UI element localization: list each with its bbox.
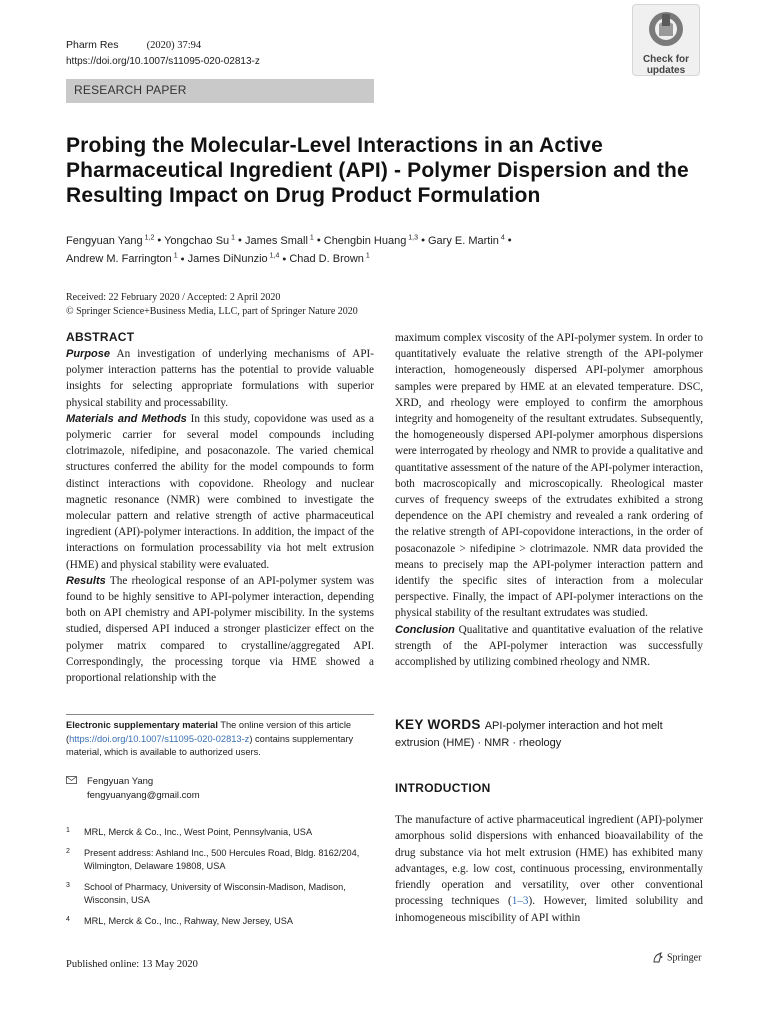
affiliation-text: MRL, Merck & Co., Inc., Rahway, New Jersey, USA	[84, 915, 293, 926]
author-affiliation-number: 1	[171, 252, 178, 260]
keywords-label: KEY WORDS	[395, 717, 481, 732]
abstract-heading: ABSTRACT	[66, 330, 135, 344]
purpose-label: Purpose	[66, 348, 111, 360]
affiliation-number: 4	[66, 915, 70, 923]
abstract-conclusion	[395, 622, 703, 671]
author-separator: •	[313, 234, 324, 247]
check-for-updates-icon	[647, 10, 685, 48]
author-affiliation-number: 1,4	[267, 252, 280, 260]
author-name: Yongchao Su	[164, 234, 230, 247]
methods-text: In this study, copovidone was used as a polymeric carrier for several model compounds including clotrimazole, nifedipine, and posaconazole. The varied chemical structures conferred the ability for the model compounds to form distinct interactions with copovidone. Rheology and nuclear magnetic resonance (NMR) were combined to investigate the molecular pattern and relative strength of active pharmaceutical ingredient (API)-polymer interactions. In addition, the impact of the interactions on formulation processability via hot melt extrusion (HME) and physical stability were evaluated.	[66, 412, 375, 571]
paper-title: Probing the Molecular-Level Interactions in an Active Pharmaceutical Ingredient (API) - Polymer Dispersion and the Resulting Impact on Drug Product Formulation	[66, 134, 689, 207]
author-affiliation-number: 1,3	[406, 234, 419, 241]
keywords	[395, 716, 703, 752]
abstract-methods	[66, 411, 374, 573]
received-accepted: Received: 22 February 2020 / Accepted: 2 April 2020	[66, 292, 281, 303]
doi-link[interactable]: https://doi.org/10.1007/s11095-020-02813-z	[66, 56, 260, 67]
keywords-text: API-polymer interaction and hot melt extrusion (HME) · NMR · rheology	[395, 720, 663, 749]
reference-link[interactable]: 1–3	[511, 895, 529, 908]
author[interactable]	[66, 253, 178, 265]
affiliation	[66, 915, 366, 929]
publisher-logo	[652, 952, 701, 964]
springer-horse-icon	[652, 952, 664, 964]
conclusion-text: Qualitative and quantitative evaluation of the relative strength of the API-polymer interaction was successfully accomplished by utilizing combined rheology and NMR.	[395, 623, 704, 669]
corresponding-email[interactable]: fengyuanyang@gmail.com	[87, 790, 200, 801]
author-affiliation-number: 1	[307, 234, 314, 241]
author-separator: •	[177, 253, 188, 266]
author[interactable]	[164, 235, 235, 247]
author-separator: •	[154, 234, 165, 247]
author-affiliation-number: 4	[498, 234, 505, 241]
abstract-results	[66, 573, 374, 686]
author-name: Andrew M. Farrington	[66, 253, 172, 266]
author[interactable]	[245, 235, 314, 247]
copyright-line: © Springer Science+Business Media, LLC, part of Springer Nature 2020	[66, 306, 358, 317]
year-volume: (2020) 37:94	[146, 40, 202, 51]
publisher-name: Springer	[667, 952, 702, 964]
affiliation-text: MRL, Merck & Co., Inc., West Point, Pennsylvania, USA	[84, 827, 313, 837]
results-text: The rheological response of an API-polymer system was found to be highly sensitive to API-polymer interaction, depending both on API chemistry and API-polymer miscibility. In the systems studied, dispersed API induced a stronger plasticizer effect on the polymer matrix compared to crystalline/aggregated API. Correspondingly, the processing torque via HME showed a proportional relationship with the	[66, 574, 374, 685]
affiliation	[66, 881, 366, 908]
affiliation	[66, 826, 366, 840]
affiliation-number: 3	[66, 881, 70, 889]
author-name: Fengyuan Yang	[66, 234, 143, 247]
journal-name: Pharm Res	[66, 39, 119, 51]
author-name: Chad D. Brown	[289, 253, 364, 266]
check-for-updates-badge[interactable]	[632, 4, 700, 76]
affiliation-number: 1	[66, 827, 70, 834]
introduction-paragraph	[395, 812, 703, 926]
author-separator: •	[235, 234, 245, 247]
published-date: Published online: 13 May 2020	[66, 959, 198, 970]
author[interactable]	[188, 253, 280, 265]
article-header	[66, 37, 260, 70]
abstract-left-column	[66, 330, 374, 686]
author-name: Gary E. Martin	[427, 234, 499, 247]
corresponding-name: Fengyuan Yang	[87, 776, 154, 787]
author-separator: •	[279, 253, 290, 266]
envelope-icon	[66, 776, 77, 784]
methods-label: Materials and Methods	[66, 412, 187, 425]
purpose-text: An investigation of underlying mechanisms of API-polymer interaction patterns has the potential to provide valuable insights for selecting appropriate formulations with superior physical stability and processability.	[66, 348, 374, 409]
affiliation	[66, 847, 366, 874]
esm-doi-link[interactable]: https://doi.org/10.1007/s11095-020-02813-z	[69, 733, 250, 744]
correspondence	[66, 775, 200, 803]
esm-text-1: The online version of this article (	[66, 720, 352, 744]
affiliation-text: School of Pharmacy, University of Wisconsin-Madison, Madison, Wisconsin, USA	[84, 881, 346, 905]
abstract-right-column	[395, 330, 703, 670]
check-for-updates-label: Check for updates	[642, 54, 690, 76]
author-separator: •	[418, 234, 428, 247]
author[interactable]	[428, 235, 505, 247]
author[interactable]	[324, 235, 418, 247]
author-name: James Small	[244, 234, 308, 247]
esm-label: Electronic supplementary material	[66, 720, 218, 730]
conclusion-label: Conclusion	[395, 623, 455, 636]
paper-type-banner: RESEARCH PAPER	[66, 79, 374, 103]
author-affiliation-number: 1	[229, 234, 235, 241]
abstract-purpose	[66, 346, 374, 411]
author-list	[66, 230, 626, 267]
author[interactable]	[289, 253, 369, 265]
author-name: Chengbin Huang	[323, 234, 407, 247]
supplementary-material-note	[66, 714, 374, 760]
article-dates	[66, 291, 358, 319]
introduction-heading: INTRODUCTION	[395, 781, 491, 795]
abstract-results-continued: maximum complex viscosity of the API-polymer system. In order to quantitatively evaluate the relative strength of the API-polymer interaction, homogeneously dispersed API-polymer amorphous samples were prepared by HME at an elevated temperature. DSC, XRD, and rheology were employed to confirm the amorphous integrity and homogeneity of the resultant extrudates. Subsequently, the homogeneously dispersed API-polymer amorphous dispersions were interrogated by rheology and NMR to provide a qualitative and quantitative assessment of the nature of the API-polymer interaction, both macroscopically and microscopically. Rheological master curves of frequency sweeps of the extrudates exhibited a strong dependence on the API chemistry and revealed a rank ordering of the relative strength of API-copovidone interactions, in the order of posaconazole > nifedipine > clotrimazole. NMR data provided the means to precisely map the API-polymer interaction pattern and identify the specific sites of interaction from a molecular perspective. Finally, the impact of API-polymer interactions on the physical stability of the resultant extrudates was studied.	[395, 332, 703, 620]
journal-line	[66, 37, 260, 54]
affiliation-number: 2	[66, 847, 70, 855]
author-affiliation-number: 1,2	[142, 234, 155, 241]
author[interactable]	[66, 235, 154, 247]
intro-text-end: ). However, limited solubility and inhomogeneous miscibility of API within	[395, 895, 703, 924]
esm-text-2: ) contains supplementary material, which is available to authorized users.	[66, 733, 354, 757]
author-separator: •	[504, 234, 512, 247]
author-name: James DiNunzio	[187, 253, 268, 266]
affiliation-text: Present address: Ashland Inc., 500 Hercules Road, Bldg. 8162/204, Wilmington, Delaware 19808, USA	[84, 847, 360, 871]
results-label: Results	[66, 574, 106, 587]
affiliations	[66, 826, 366, 935]
corresponding-author	[87, 775, 200, 803]
intro-text-start: The manufacture of active pharmaceutical ingredient (API)-polymer amorphous solid dispersions with enhanced bioavailability of the drug substance via hot melt extrusion (HME) has exhibited many advantages, e.g. low cost, continuous processing, environmentally friendly operation and versatility, over other conventional processing techniques (	[395, 814, 703, 908]
author-affiliation-number: 1	[363, 252, 370, 260]
